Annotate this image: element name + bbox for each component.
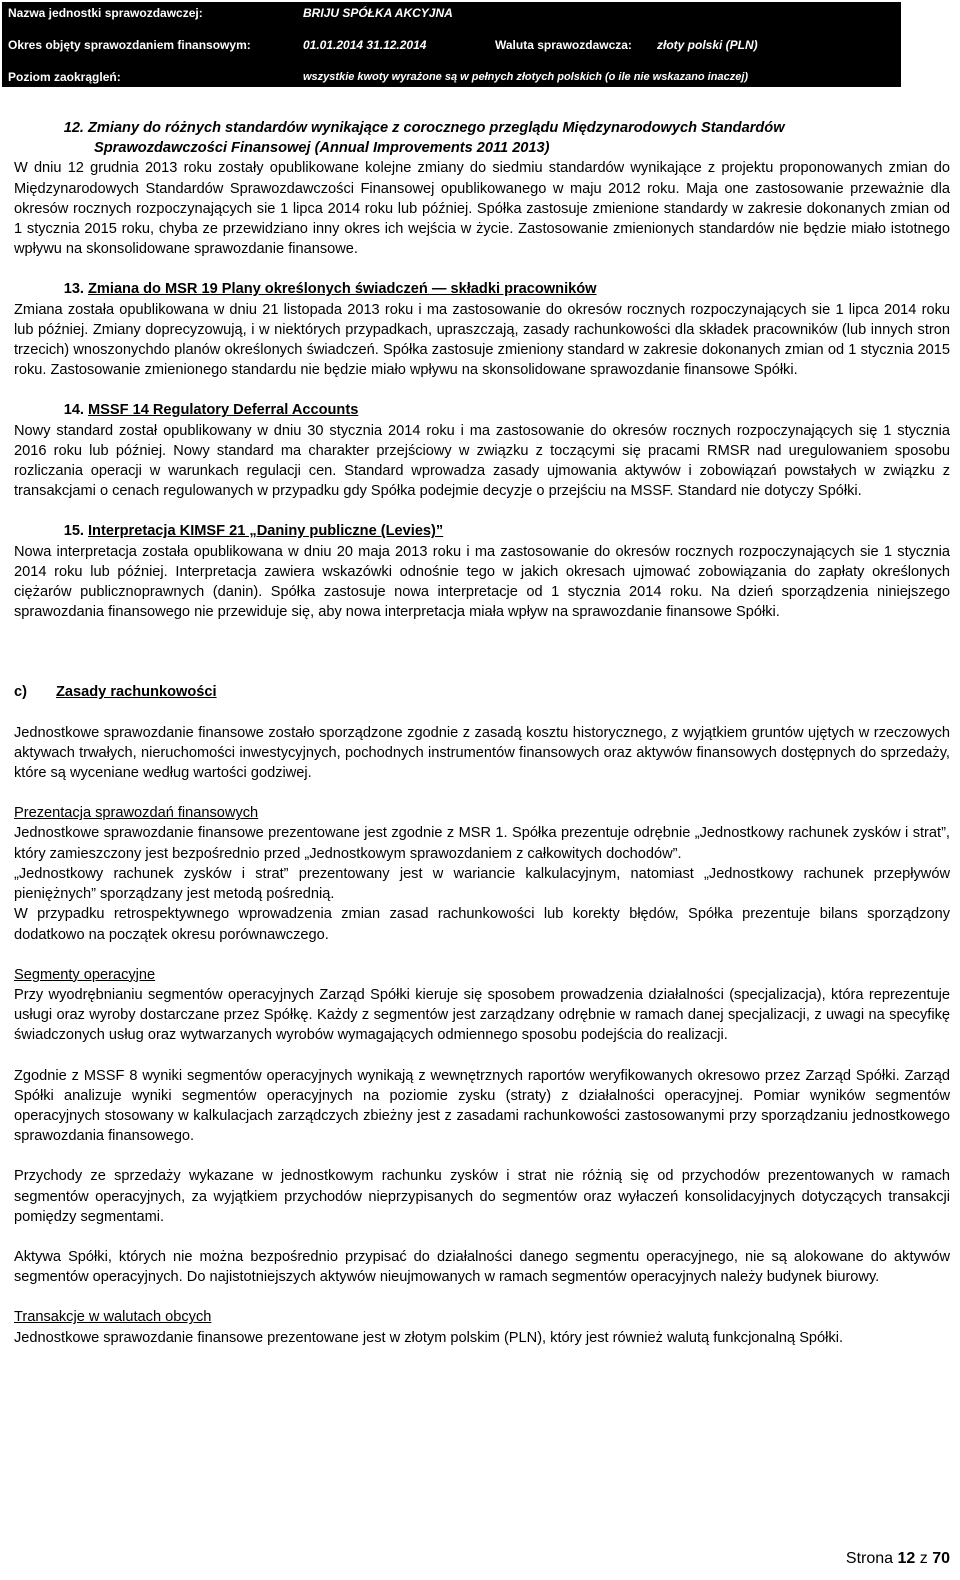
- segments-paragraph-3: Przychody ze sprzedaży wykazane w jednostkowym rachunku zysków i strat nie różnią się od przychodów prezentowanych w ramach segmentów operacyjnych, za wyjątkiem przychodów nieprzypisanych do segmentów oraz wyłaczeń konsolidacyjnych dotyczących transakcji pomiędzy segmentami.: [14, 1168, 950, 1225]
- document-body: [14, 118, 950, 1348]
- period-value: 01.01.2014 31.12.2014: [298, 23, 490, 67]
- section-13-body: Zmiana została opublikowana w dniu 21 listopada 2013 roku i ma zastosowanie do okresów rocznych rozpoczynających sie 1 lipca 2014 roku lub później. Zmiany doprecyzowują, i w niektórych przypadkach, upraszczają, zasady rachunkowości dla składek pracowników (lub innych stron trzecich) wnoszonychdo planów określonych świadczeń. Spółka zastosuje zmieniony standard w zakresie dokonanych zmian od 1 stycznia 2015 roku. Zastosowanie zmienionego standardu nie będzie miało wpływu na skonsolidowane sprawozdanie finansowe Spółki.: [14, 301, 950, 379]
- section-14-title-text: MSSF 14 Regulatory Deferral Accounts: [88, 402, 359, 419]
- segments-heading: Segmenty operacyjne: [14, 966, 156, 983]
- section-14-title: [14, 400, 950, 420]
- presentation-paragraph-3: W przypadku retrospektywnego wprowadzenia zmian zasad rachunkowości lub korekty błędów, Spółka prezentuje bilans sporządzony dodatkowo na początek okresu porównawczego.: [14, 906, 950, 943]
- segments-paragraph-2: Zgodnie z MSSF 8 wyniki segmentów operacyjnych wynikają z wewnętrznych raportów weryfikowanych okresowo przez Zarząd Spółki. Zarząd Spółki analizuje wyniki segmentów operacyjnych na poziomie zysku (straty) z działalności operacyjnej. Pomiar wyników segmentów operacyjnych stosowany w kalkulacjach zarządczych zbieżny jest z zasadami rachunkowości zastosowanymi przy sporządzaniu jednostkowego sprawozdania finansowego.: [14, 1067, 950, 1145]
- section-12-title: [14, 118, 950, 138]
- presentation-paragraph-2: „Jednostkowy rachunek zysków i strat” prezentowany jest w wariancie kalkulacyjnym, natomiast „Jednostkowy rachunek przepływów pieniężnych” sporządzany jest metodą pośrednią.: [14, 865, 950, 903]
- segments-paragraph-1: Przy wyodrębnianiu segmentów operacyjnych Zarząd Spółki kieruje się sposobem prowadzenia działalności (specjalizacja), która reprezentuje usługi oraz wyroby dostarczane przez Spółkę. Każdy z segmentów jest zarządzany odrębnie w ramach danej specjalizacji, z uwagi na specyfikę świadczonych usług oraz wytwarzanych wyrobów wymagających odmiennego sposobu podejścia do realizacji.: [14, 986, 950, 1044]
- section-14-number: 14.: [63, 402, 84, 419]
- footer-page-number: 12: [897, 1550, 916, 1567]
- report-header-table: [2, 2, 901, 87]
- section-14-body: Nowy standard został opublikowany w dniu 30 stycznia 2014 roku i ma zastosowanie do okresów rocznych rozpoczynających się 1 stycznia 2016 roku lub później. Nowy standard ma charakter przejściowy w związku z toczącymi się pracami RMSR nad uregulowaniem sposobu rozliczania operacji w warunkach regulacji cen. Standard wprowadza zasady ujmowania aktywów i zobowiązań powstałych w związku z transakcjami o cenach regulowanych w przypadku gdy Spółka podejmie decyzje o przejściu na MSSF. Standard nie dotyczy Spółki.: [14, 422, 950, 500]
- segments-paragraph-4: Aktywa Spółki, których nie można bezpośrednio przypisać do działalności danego segmentu operacyjnego, nie są alokowane do aktywów segmentów operacyjnych. Do najistotniejszych aktywów nieujmowanych w ramach segmentów operacyjnych należy budynek biurowy.: [14, 1248, 950, 1286]
- section-12-title-line1: Zmiany do różnych standardów wynikające z corocznego przeglądu Międzynarodowych Standardów: [88, 120, 785, 136]
- rounding-value: wszystkie kwoty wyrażone są w pełnych złotych polskich (o ile nie wskazano inaczej): [298, 67, 901, 87]
- accounting-intro: Jednostkowe sprawozdanie finansowe zostało sporządzone zgodnie z zasadą kosztu historycznego, z wyjątkiem gruntów ujętych w rzeczowych aktywach trwałych, nieruchomości inwestycyjnych, pochodnych instrumentów finansowych oraz aktywów finansowych dostępnych do sprzedaży, które są wyceniane według wartości godziwej.: [14, 724, 950, 782]
- section-15-title-text: Interpretacja KIMSF 21 „Daniny publiczne (Levies)”: [88, 523, 444, 540]
- section-13-number: 13.: [63, 281, 84, 298]
- section-15-title: [14, 521, 950, 541]
- section-12-title-line2: Sprawozdawczości Finansowej (Annual Improvements 2011 2013): [94, 140, 550, 157]
- fx-paragraph-1: Jednostkowe sprawozdanie finansowe prezentowane jest w złotym polskim (PLN), który jest również walutą funkcjonalną Spółki.: [14, 1329, 843, 1346]
- footer-total-pages: 70: [932, 1550, 950, 1567]
- section-12-body: W dniu 12 grudnia 2013 roku zostały opublikowane kolejne zmiany do siedmiu standardów wynikające z projektu proponowanych zmian do Międzynarodowych Standardów Sprawozdawczości Finansowej opublikowanego w maju 2012 roku. Maja one zastosowanie przeważnie dla okresów rocznych rozpoczynających sie 1 lipca 2014 roku lub później. Spółka zastosuje zmienione standardy w zakresie dokonanych zmian od 1 stycznia 2015 roku, chyba ze przewidziano inny okres ich wejścia w życie. Zastosowanie zmienionych standardów nie będzie miało istotnego wpływu na skonsolidowane sprawozdanie finansowe.: [14, 160, 950, 258]
- currency-value: złoty polski (PLN): [652, 23, 901, 67]
- entity-name-label: Nazwa jednostki sprawozdawczej:: [3, 3, 298, 23]
- entity-name-value: BRIJU SPÓŁKA AKCYJNA: [298, 3, 901, 23]
- footer-separator: z: [919, 1550, 928, 1567]
- section-13-title: [14, 279, 950, 299]
- fx-heading: Transakcje w walutach obcych: [14, 1309, 212, 1326]
- currency-label: Waluta sprawozdawcza:: [490, 23, 652, 67]
- rounding-label: Poziom zaokrągleń:: [3, 67, 298, 87]
- page-footer: [846, 1550, 950, 1568]
- presentation-heading: Prezentacja sprawozdań finansowych: [14, 805, 259, 822]
- section-c-title-text: Zasady rachunkowości: [56, 684, 217, 701]
- period-label: Okres objęty sprawozdaniem finansowym:: [3, 23, 298, 67]
- section-15-body: Nowa interpretacja została opublikowana w dniu 20 maja 2013 roku i ma zastosowanie do okresów rocznych rozpoczynających sie 1 stycznia 2014 roku lub później. Interpretacja zawiera wskazówki odnośnie tego w jakich okresach ujmować zobowiązania do zapłaty określonych ciężarów publicznoprawnych (danin). Spółka zastosuje nowa interpretacje od 1 stycznia 2014 roku. Na dzień sporządzenia niniejszego sprawozdania finansowego nie przewiduje się, aby nowa interpretacja miała wpływ na sprawozdanie finansowe Spółki.: [14, 543, 950, 621]
- section-c-title: [14, 682, 950, 702]
- section-c-label: c): [14, 684, 27, 701]
- section-13-title-text: Zmiana do MSR 19 Plany określonych świadczeń — składki pracowników: [88, 281, 597, 298]
- section-15-number: 15.: [63, 523, 84, 540]
- footer-prefix: Strona: [845, 1550, 894, 1567]
- section-12-number: 12.: [63, 120, 84, 136]
- presentation-paragraph-1: Jednostkowe sprawozdanie finansowe prezentowane jest zgodnie z MSR 1. Spółka prezentuje odrębnie „Jednostkowy rachunek zysków i strat”, który zamieszczony jest bezpośrednio przed „Jednostkowym sprawozdaniem z całkowitych dochodów”.: [14, 825, 950, 862]
